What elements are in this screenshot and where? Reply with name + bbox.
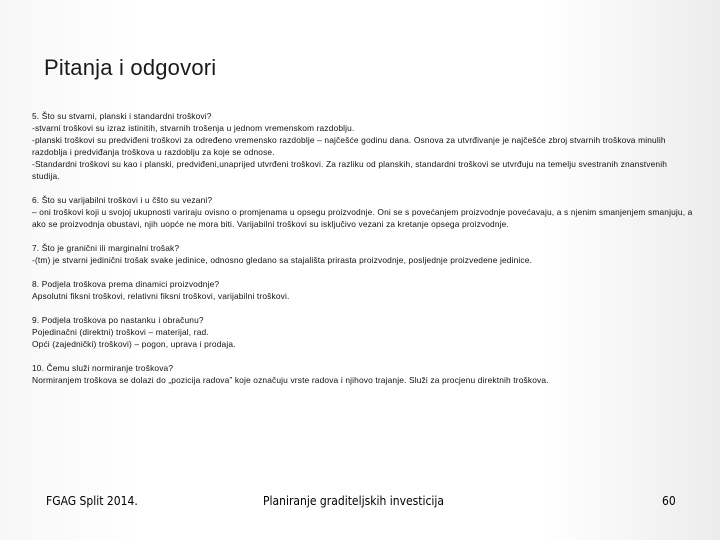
question-heading: 7. Što je granični ili marginalni trošak? — [32, 243, 180, 253]
question-block-10 — [32, 362, 694, 386]
slide-title: Pitanja i odgovori — [44, 55, 217, 80]
question-heading: 10. Čemu služi normiranje troškova? — [32, 363, 174, 373]
answer-line: -(tm) je stvarni jedinični trošak svake jedinice, odnosno gledano sa stajališta prirasta proizvodnje, posljednje proizvedene jedinice. — [32, 255, 533, 265]
question-block-5 — [32, 110, 694, 182]
question-block-7 — [32, 242, 694, 266]
question-heading: 9. Podjela troškova po nastanku i obračunu? — [32, 315, 204, 325]
answer-line: Pojedinačni (direktni) troškovi – materijal, rad. — [32, 327, 209, 337]
answer-line: Apsolutni fiksni troškovi, relativni fiksni troškovi, varijabilni troškovi. — [32, 291, 290, 301]
page-number: 60 — [662, 494, 676, 508]
answer-line: – oni troškovi koji u svojoj ukupnosti variraju ovisno o promjenama u opsegu proizvodnje. Oni se s povećanjem proizvodnje povećavaju, a s njenim smanjenjem smanjuju, a ako se proizvodnja obustavi, njih uopće ne mora biti. Varijabilni troškovi su isključivo vezani za kretanje opsega proizvodnje. — [32, 207, 693, 229]
answer-line: -stvarni troškovi su izraz istinitih, stvarnih trošenja u jednom vremenskom razdoblju. — [32, 123, 355, 133]
question-block-8 — [32, 278, 694, 302]
footer-institution: FGAG Split 2014. — [46, 494, 138, 508]
answer-line: Normiranjem troškova se dolazi do „pozicija radova” koje označuju vrste radova i njihovo trajanje. Služi za procjenu direktnih troškova. — [32, 375, 549, 385]
question-block-9 — [32, 314, 694, 350]
qa-content — [32, 110, 694, 398]
question-heading: 5. Što su stvarni, planski i standardni troškovi? — [32, 111, 212, 121]
question-heading: 6. Što su varijabilni troškovi i u čšto su vezani? — [32, 195, 213, 205]
answer-line: -planski troškovi su predviđeni troškovi za određeno vremensko razdoblje – najčešće godinu dana. Osnova za utvrđivanje je najčešće zbroj stvarnih troškova minulih razdoblja i predviđanja troškova u razdoblju za koje se odnose. — [32, 135, 666, 157]
footer-course-title: Planiranje graditeljskih investicija — [263, 494, 445, 508]
answer-line: Opći (zajednički) troškovi) – pogon, uprava i prodaja. — [32, 339, 236, 349]
question-heading: 8. Podjela troškova prema dinamici proizvodnje? — [32, 279, 220, 289]
answer-line: -Standardni troškovi su kao i planski, predviđeni,unaprijed utvrđeni troškovi. Za razliku od planskih, standardni troškovi se utvrđuju na temelju svestranih znanstvenih studija. — [32, 159, 668, 181]
question-block-6 — [32, 194, 694, 230]
